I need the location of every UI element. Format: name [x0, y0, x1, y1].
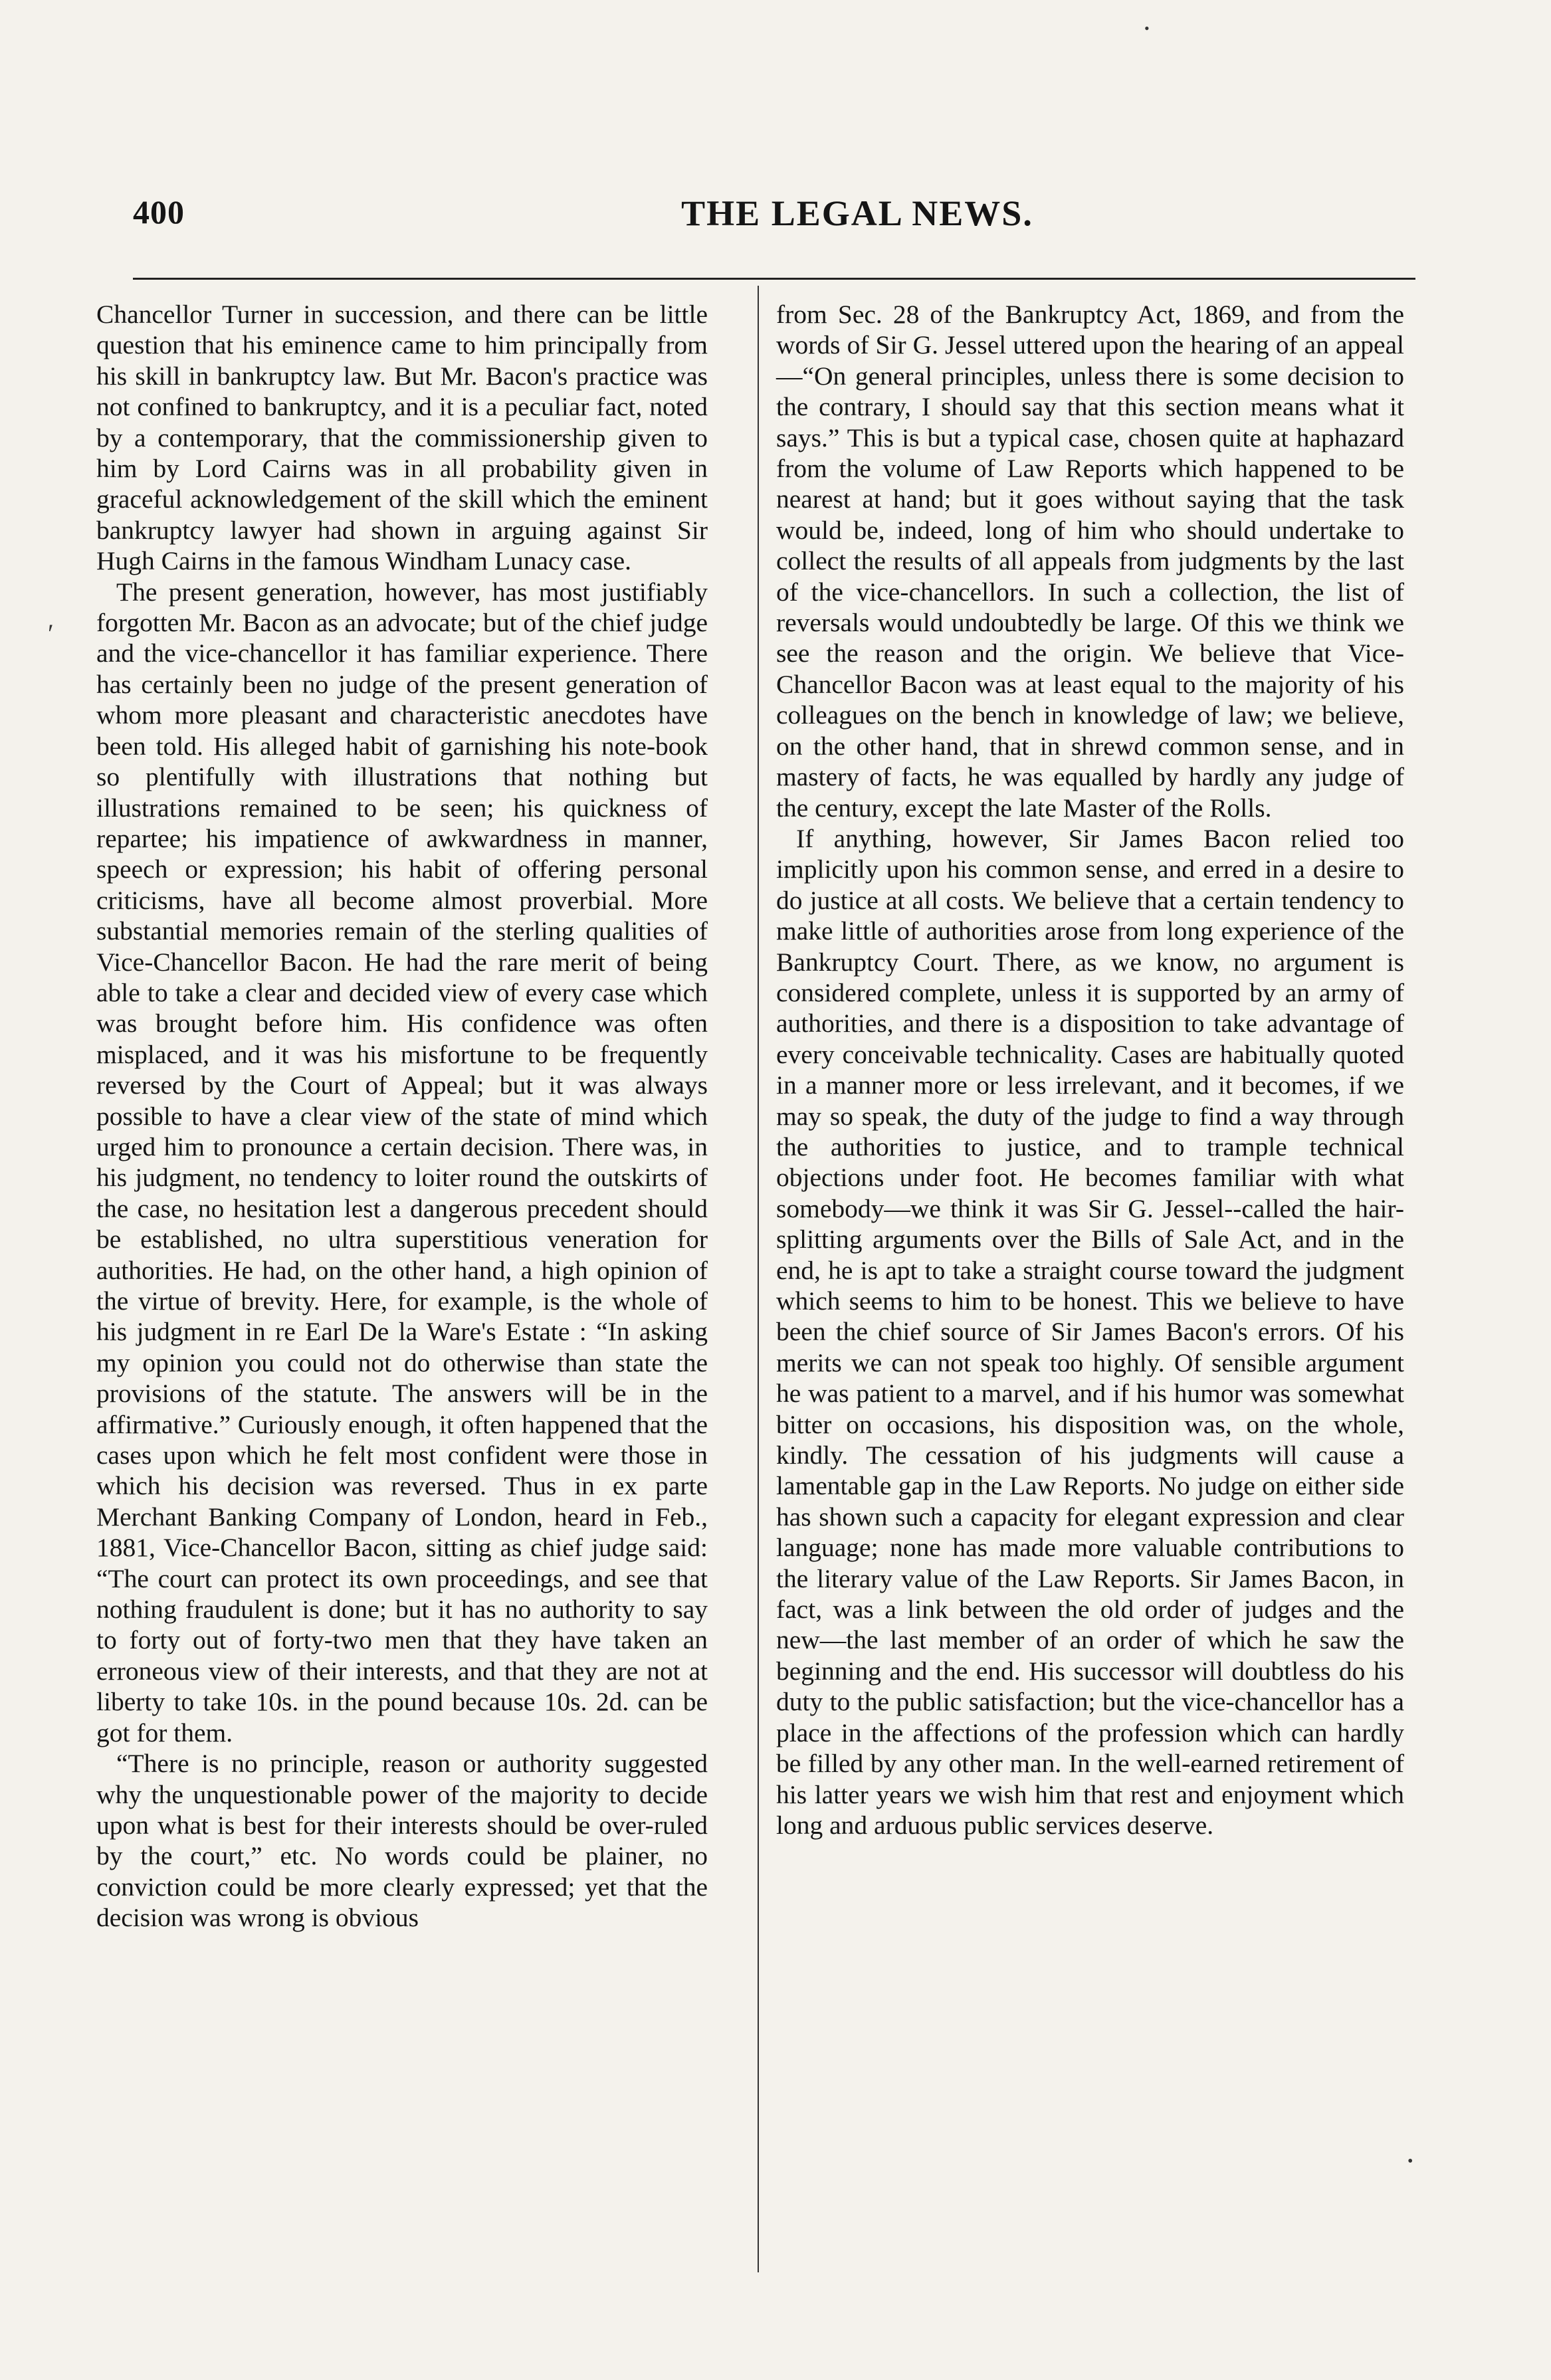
page-header: [133, 193, 1415, 246]
left-column: [96, 299, 708, 1934]
right-paragraph-2: If anything, however, Sir James Bacon relied too implicitly upon his common sense, and erred in a desire to do justice at all costs. We believe that a certain tendency to make little of authorities arose from long experience of the Bankruptcy Court. There, as we know, no argument is considered complete, unless it is supported by an army of authorities, and there is a disposition to take advantage of every conceivable technicality. Cases are habitually quoted in a manner more or less irrelevant, and it becomes, if we may so speak, the duty of the judge to find a way through the authorities to justice, and to trample technical objections under foot. He becomes familiar with what somebody—we think it was Sir G. Jessel--called the hair-splitting arguments over the Bills of Sale Act, and in the end, he is apt to take a straight course toward the judgment which seems to him to be honest. This we believe to have been the chief source of Sir James Bacon's errors. Of his merits we can not speak too highly. Of sensible argument he was patient to a marvel, and if his humor was somewhat bitter on occasions, his disposition was, on the whole, kindly. The cessation of his judgments will cause a lamentable gap in the Law Reports. No judge on either side has shown such a capacity for elegant expression and clear language; none has made more valuable contributions to the literary value of the Law Reports. Sir James Bacon, in fact, was a link between the old order of judges and the new—the last member of an order of which he saw the beginning and the end. His successor will doubtless do his duty to the public satisfaction; but the vice-chancellor has a place in the affections of the profession which can hardly be filled by any other man. In the well-earned retirement of his latter years we wish him that rest and enjoyment which long and arduous public services deserve.: [776, 823, 1404, 1840]
margin-mark: •: [1144, 20, 1150, 37]
margin-mark: ′: [48, 619, 54, 648]
right-paragraph-1: from Sec. 28 of the Bankruptcy Act, 1869, and from the words of Sir G. Jessel uttered upon the hearing of an appeal—“On general principles, unless there is some decision to the contrary, I should say that this section means what it says.” This is but a typical case, chosen quite at haphazard from the volume of Law Reports which happened to be nearest at hand; but it goes without saying that the task would be, indeed, long of him who should undertake to collect the results of all appeals from judgments by the last of the vice-chancellors. In such a collection, the list of reversals would undoubtedly be large. Of this we think we see the reason and the origin. We believe that Vice-Chancellor Bacon was at least equal to the majority of his colleagues on the bench in knowledge of law; we believe, on the other hand, that in shrewd common sense, and in mastery of facts, he was equalled by hardly any judge of the century, except the late Master of the Rolls.: [776, 300, 1404, 823]
journal-title: THE LEGAL NEWS.: [681, 193, 1033, 233]
margin-mark: •: [1407, 2153, 1413, 2170]
left-paragraph-2: The present generation, however, has most justifiably forgotten Mr. Bacon as an advocate; but of the chief judge and the vice-chancellor it has familiar experience. There has certainly been no judge of the present generation of whom more pleasant and characteristic anecdotes have been told. His alleged habit of garnishing his note-book so plentifully with illustrations that nothing but illustrations remained to be seen; his quickness of repartee; his impatience of awkwardness in manner, speech or expression; his habit of offering personal criticisms, have all become almost proverbial. More substantial memories remain of the sterling qualities of Vice-Chancellor Bacon. He had the rare merit of being able to take a clear and decided view of every case which was brought before him. His confidence was often misplaced, and it was his misfortune to be frequently reversed by the Court of Appeal; but it was always possible to have a clear view of the state of mind which urged him to pronounce a certain decision. There was, in his judgment, no tendency to loiter round the outskirts of the case, no hesitation lest a dangerous precedent should be established, no ultra superstitious veneration for authorities. He had, on the other hand, a high opinion of the virtue of brevity. Here, for example, is the whole of his judgment in re Earl De la Ware's Estate : “In asking my opinion you could not do otherwise than state the provisions of the statute. The answers will be in the affirmative.” Curiously enough, it often happened that the cases upon which he felt most confident were those in which his decision was reversed. Thus in ex parte Merchant Banking Company of London, heard in Feb., 1881, Vice-Chancellor Bacon, sitting as chief judge said: “The court can protect its own proceedings, and see that nothing fraudulent is done; but it has no authority to say to forty out of forty-two men that they have taken an erroneous view of their interests, and that they are not at liberty to take 10s. in the pound because 10s. 2d. can be got for them.: [96, 577, 708, 1747]
header-rule: [133, 278, 1415, 280]
page-number: 400: [133, 193, 185, 231]
left-paragraph-1: Chancellor Turner in succession, and there can be little question that his eminence came to him principally from his skill in bankruptcy law. But Mr. Bacon's practice was not confined to bankruptcy, and it is a peculiar fact, noted by a contemporary, that the commissionership given to him by Lord Cairns was in all probability given in graceful acknowledgement of the skill which the eminent bankruptcy lawyer had shown in arguing against Sir Hugh Cairns in the famous Windham Lunacy case.: [96, 300, 708, 576]
right-column: [776, 299, 1404, 1840]
left-paragraph-3: “There is no principle, reason or authority suggested why the unquestionable power of the majority to decide upon what is best for their interests should be over-ruled by the court,” etc. No words could be plainer, no conviction could be more clearly expressed; yet that the decision was wrong is obvious: [96, 1749, 708, 1933]
column-divider: [758, 286, 759, 2272]
